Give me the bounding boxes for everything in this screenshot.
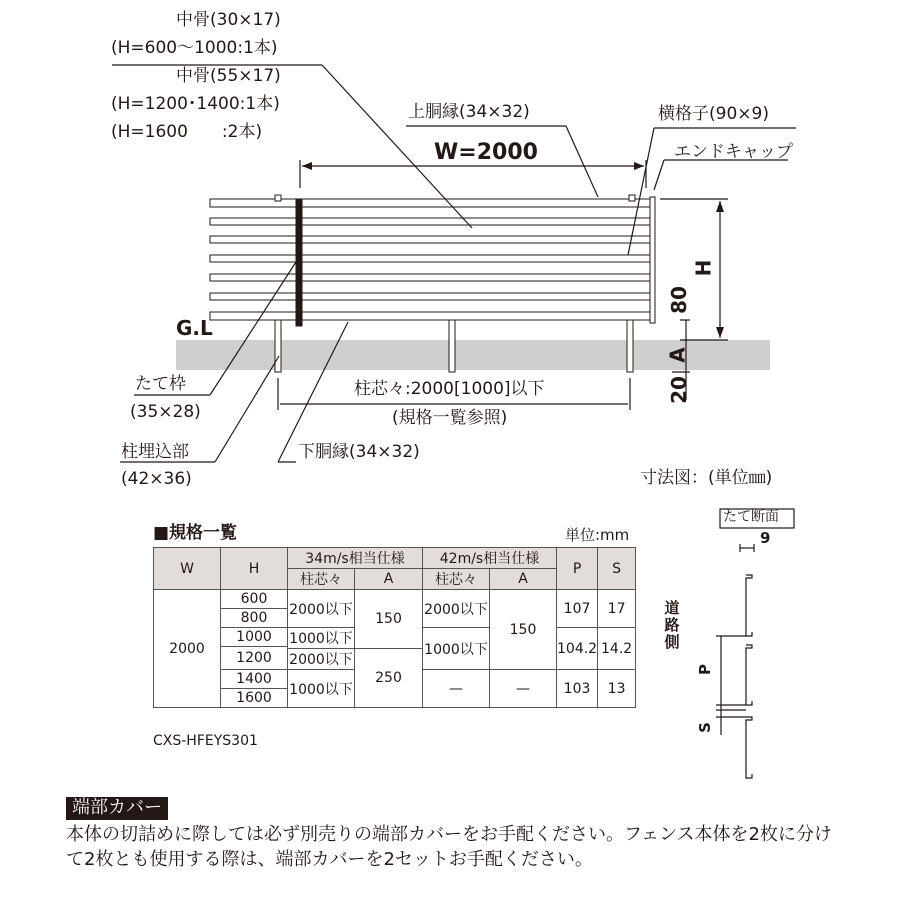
middle-frame-1-label: 中骨(30×17) (176, 10, 281, 30)
header-h: H (221, 548, 288, 590)
cell-34-pitch: 2000以下 (288, 590, 355, 628)
cell-w: 2000 (154, 590, 221, 708)
header-w: W (154, 548, 221, 590)
note-body: 本体の切詰めに際しては必ず別売りの端部カバーをお手配ください。フェンス本体を2枚に分けて2枚とも使用する際は、端部カバーを2セットお手配ください。 (66, 824, 833, 870)
dimension-note: 寸法図：(単位㎜) (640, 468, 773, 488)
post-pitch-label: 柱芯々:2000[1000]以下 (354, 379, 545, 399)
middle-frame-2-note1: (H=1200･1400:1本) (111, 94, 280, 114)
embed-label: 20 (666, 376, 691, 404)
post-embed-size: (42×36) (121, 469, 192, 489)
cell-p: 104.2 (557, 628, 598, 670)
horizontal-slat-label: 横格子(90×9) (658, 104, 769, 124)
header-34-a: A (355, 569, 423, 590)
ground-label: G.L (176, 316, 213, 340)
clearance-label: 80 (666, 286, 691, 314)
cell-34-a: 250 (355, 649, 423, 708)
spec-table (153, 547, 636, 708)
vertical-frame-label: たて枠 (135, 374, 186, 394)
cell-34-pitch: 2000以下 (288, 649, 355, 670)
cell-s: 17 (598, 590, 636, 628)
post-embed-label: 柱埋込部 (121, 442, 189, 462)
cell-s: 13 (598, 670, 636, 708)
section-s-label: S (695, 722, 714, 733)
cell-h: 1400 (221, 670, 288, 689)
cell-s: 14.2 (598, 628, 636, 670)
section-p-label: P (696, 664, 714, 675)
top-rail-label: 上胴縁(34×32) (408, 102, 530, 122)
note-title: 端部カバー (66, 797, 168, 820)
section-thickness: 9 (760, 529, 771, 547)
header-42-a: A (490, 569, 557, 590)
cell-42-a: — (490, 670, 557, 708)
cell-p: 107 (557, 590, 598, 628)
cell-42-pitch: 2000以下 (423, 590, 490, 628)
end-cap-label: エンドキャップ (674, 142, 793, 162)
model-number: CXS-HFEYS301 (153, 733, 258, 749)
middle-frame-2-label: 中骨(55×17) (176, 66, 281, 86)
bottom-rail-label: 下胴縁(34×32) (298, 442, 420, 462)
end-cap (650, 197, 655, 323)
cell-34-pitch: 1000以下 (288, 670, 355, 708)
horizontal-slats (210, 199, 652, 320)
cell-h: 800 (221, 609, 288, 628)
section-title: たて断面 (723, 509, 779, 525)
cell-h: 1000 (221, 628, 288, 647)
header-s: S (598, 548, 636, 590)
middle-frame-2-note2: (H=1600 :2本) (111, 122, 263, 142)
cell-42-a: 150 (490, 590, 557, 670)
header-34ms: 34m/s相当仕様 (288, 548, 423, 569)
cell-h: 600 (221, 590, 288, 609)
a-dimension-label: A (665, 347, 690, 363)
height-label: H (691, 259, 716, 277)
header-42-pitch: 柱芯々 (423, 569, 490, 590)
spec-table-title: ■規格一覧 (153, 523, 238, 543)
vertical-frame-size: (35×28) (130, 402, 201, 422)
cross-section (716, 509, 794, 778)
cell-34-pitch: 1000以下 (288, 628, 355, 649)
header-p: P (557, 548, 598, 590)
road-side-label: 道 路 側 (664, 599, 680, 651)
width-label: W=2000 (434, 140, 538, 165)
post-pitch-note: (規格一覧参照) (392, 408, 508, 428)
cell-p: 103 (557, 670, 598, 708)
cell-h: 1600 (221, 689, 288, 708)
cell-42-pitch: — (423, 670, 490, 708)
header-34-pitch: 柱芯々 (288, 569, 355, 590)
cell-34-a: 150 (355, 590, 423, 649)
middle-frame-1-note: (H=600～1000:1本) (111, 38, 278, 58)
spec-table-unit: 単位:mm (565, 526, 630, 544)
header-42ms: 42m/s相当仕様 (423, 548, 557, 569)
cell-h: 1200 (221, 647, 288, 670)
cell-42-pitch: 1000以下 (423, 628, 490, 670)
